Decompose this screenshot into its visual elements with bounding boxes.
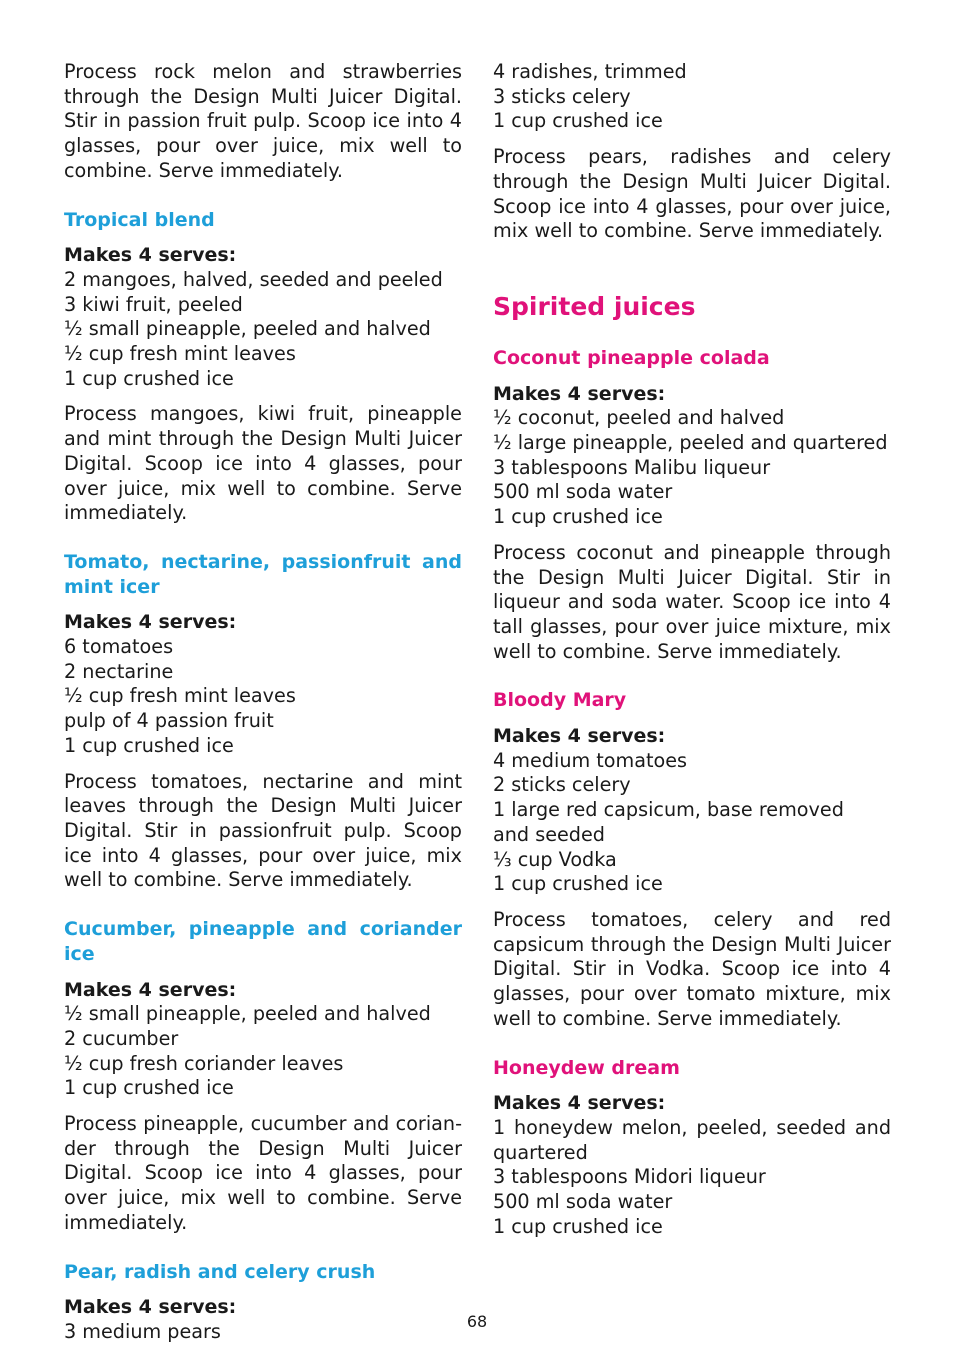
ingredient-item: 4 medium tomatoes — [493, 748, 688, 772]
ingredient-item: 6 tomatoes — [64, 635, 174, 659]
ingredient-item: 1 cup crushed ice — [493, 1214, 663, 1238]
ingredient-item: 1 large red capsicum, base removed — [493, 798, 844, 822]
ingredient-item: 3 tablespoons Midori liqueur — [493, 1165, 766, 1189]
ingredient-item: 2 cucumber — [64, 1026, 179, 1050]
makes-serves-label: Makes 4 serves: — [64, 244, 237, 267]
recipe-title-cucumber-pineapple-ice: Cucumber, pineapple and coriander ice — [64, 918, 462, 965]
right-column — [493, 60, 891, 1239]
ingredient-list-continued — [493, 60, 891, 134]
ingredient-item: 2 sticks celery — [493, 773, 631, 797]
makes-serves-label: Makes 4 serves: — [493, 1092, 666, 1115]
makes-serves-label: Makes 4 serves: — [493, 725, 666, 748]
makes-serves-label: Makes 4 serves: — [64, 1296, 237, 1319]
ingredient-item: ½ cup fresh mint leaves — [64, 684, 296, 708]
ingredient-item: ½ coconut, peeled and halved — [493, 406, 785, 430]
ingredient-item: 2 nectarine — [64, 659, 174, 683]
left-column — [64, 60, 462, 1345]
recipe-title-tomato-nectarine-icer: Tomato, nectarine, passionfruit and mint icer — [64, 550, 462, 598]
section-title: Spirited juices — [493, 291, 696, 321]
ingredient-item: 3 tablespoons Malibu liqueur — [493, 455, 771, 479]
recipe-title-pear-radish-crush: Pear, radish and celery crush — [64, 1260, 376, 1283]
ingredient-item: 500 ml soda water — [493, 1190, 673, 1214]
ingredient-item: pulp of 4 passion fruit — [64, 709, 274, 733]
recipe-method: Process coconut and pineapple through the Design Multi Juicer Digital. Stir in liqueur and soda water. Scoop ice into 4 tall glasses, pour over juice mixture, mix well to combine. Serve immediately. — [493, 540, 891, 663]
recipe-title-honeydew-dream: Honeydew dream — [493, 1056, 680, 1079]
recipe-title-coconut-colada: Coconut pineapple colada — [493, 346, 770, 369]
ingredient-list — [64, 635, 462, 759]
recipe-method: Process tomatoes, celery and red capsicum through the Design Multi Juicer Digital. Stir in Vodka. Scoop ice into 4 glasses, pour over tomato mixture, mix well to combine. Serve immediately. — [493, 907, 891, 1030]
makes-serves-label: Makes 4 serves: — [64, 611, 237, 634]
makes-serves-label: Makes 4 serves: — [493, 382, 666, 405]
ingredient-list — [493, 1116, 891, 1240]
makes-serves-label: Makes 4 serves: — [64, 978, 237, 1001]
ingredient-item: 3 sticks celery — [493, 84, 631, 108]
ingredient-item: and seeded — [493, 822, 605, 846]
ingredient-item: ½ cup fresh mint leaves — [64, 342, 296, 366]
ingredient-list — [64, 1002, 462, 1101]
recipe-title-bloody-mary: Bloody Mary — [493, 689, 627, 712]
ingredient-item: 500 ml soda water — [493, 480, 673, 504]
recipe-method: Process tomatoes, nectarine and mint leaves through the Design Multi Juicer Digital. Stir in passionfruit pulp. Scoop ice into 4 glasses, pour over juice, mix well to combine. Serve immediately. — [64, 769, 462, 892]
ingredient-item: 1 cup crushed ice — [64, 1076, 234, 1100]
ingredient-item: ⅓ cup Vodka — [493, 847, 617, 871]
page-number: 68 — [466, 1312, 488, 1331]
ingredient-list — [64, 268, 462, 392]
ingredient-item: 3 medium pears — [64, 1319, 221, 1343]
ingredient-item: ½ cup fresh coriander leaves — [64, 1051, 344, 1075]
ingredient-item: 1 cup crushed ice — [64, 366, 234, 390]
recipe-method: Process pineapple, cucumber and corian- der through the Design Multi Juicer Digital. Scoop ice into 4 glasses, pour over juice, mix well to combine. Serve immediately. — [64, 1112, 462, 1234]
ingredient-item: ½ large pineapple, peeled and quartered — [493, 431, 888, 455]
ingredient-item: 1 cup crushed ice — [64, 733, 234, 757]
ingredient-list — [493, 406, 891, 530]
ingredient-item: 1 cup crushed ice — [493, 505, 663, 529]
ingredient-list — [493, 749, 891, 897]
intro-paragraph: Process rock melon and strawberries through the Design Multi Juicer Digital. Stir in passion fruit pulp. Scoop ice into 4 glasses, pour over juice, mix well to combine. Serve immediately. — [64, 60, 462, 182]
ingredient-item: 1 cup crushed ice — [493, 872, 663, 896]
recipe-title-tropical-blend: Tropical blend — [64, 208, 215, 231]
ingredient-item: 4 radishes, trimmed — [493, 60, 687, 83]
recipe-method: Process pears, radishes and celery through the Design Multi Juicer Digital. Scoop ice into 4 glasses, pour over juice, mix well to combine. Serve immediately. — [493, 145, 891, 243]
recipe-method: Process mangoes, kiwi fruit, pineapple and mint through the Design Multi Juicer Digital. Scoop ice into 4 glasses, pour over juice, mix well to combine. Serve immediately. — [64, 402, 462, 525]
ingredient-item: 3 kiwi fruit, peeled — [64, 292, 243, 316]
ingredient-item: 1 honeydew melon, peeled, seeded and quartered — [493, 1115, 891, 1164]
ingredient-item: 1 cup crushed ice — [493, 109, 663, 133]
ingredient-item: 2 mangoes, halved, seeded and peeled — [64, 267, 443, 291]
ingredient-item: ½ small pineapple, peeled and halved — [64, 1002, 431, 1026]
ingredient-item: ½ small pineapple, peeled and halved — [64, 317, 431, 341]
